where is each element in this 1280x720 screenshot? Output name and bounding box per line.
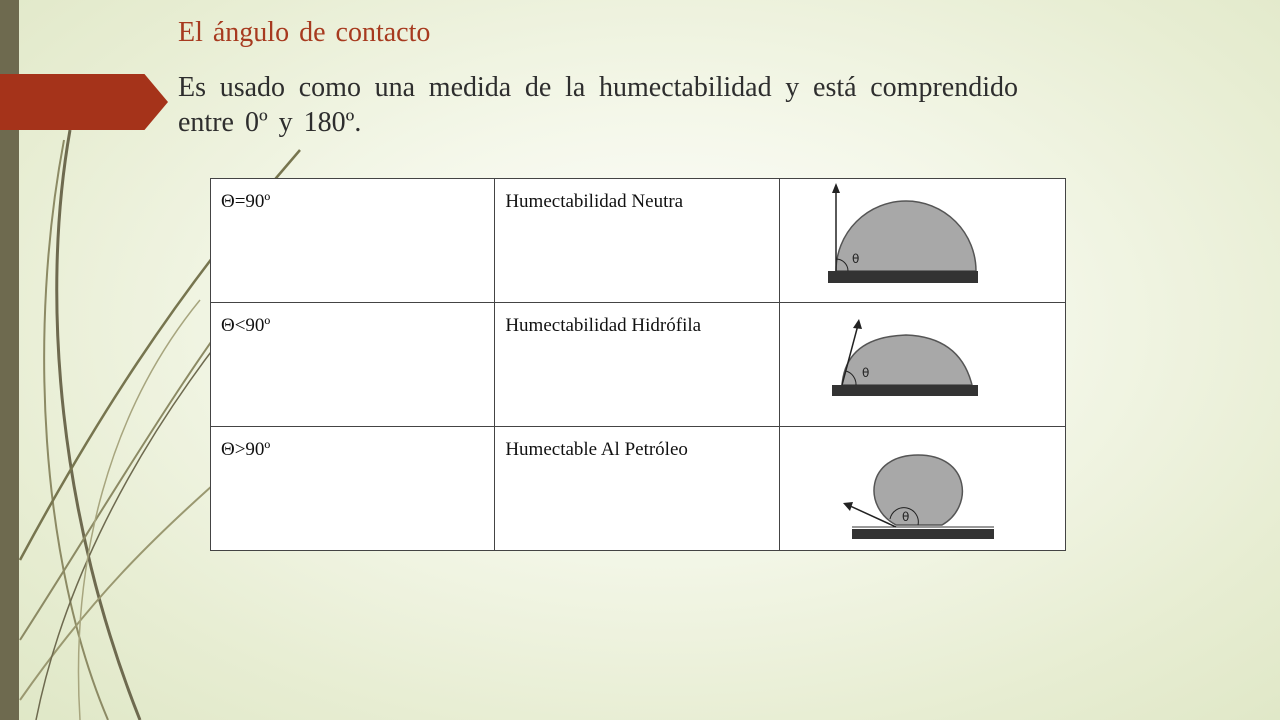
contact-angle-table <box>210 178 1066 551</box>
angle-cell <box>211 179 495 303</box>
diagram-cell <box>779 427 1065 551</box>
angle-cell <box>211 303 495 427</box>
angle-cell <box>211 427 495 551</box>
theta-label: θ <box>861 366 870 380</box>
description-cell <box>495 179 780 303</box>
angle-value: Θ<90º <box>221 315 271 336</box>
diagram-cell <box>779 303 1065 427</box>
oil-wet-droplet-diagram <box>832 447 1000 543</box>
description-cell <box>495 427 780 551</box>
slide-title: El ángulo de contacto <box>178 17 431 48</box>
neutral-droplet-diagram <box>818 179 986 293</box>
table-row <box>211 179 1066 303</box>
wettability-description: Humectable Al Petróleo <box>505 439 688 460</box>
slide-body-text: Es usado como una medida de la humectabilidad y está comprendido entre 0º y 180º. <box>178 72 1018 138</box>
theta-label: θ <box>901 510 910 524</box>
wettability-description: Humectabilidad Hidrófila <box>505 315 702 336</box>
theta-label: θ <box>851 252 860 266</box>
table-row <box>211 427 1066 551</box>
table-row <box>211 303 1066 427</box>
title-arrow-accent <box>0 74 168 130</box>
angle-value: Θ>90º <box>221 439 271 460</box>
angle-value: Θ=90º <box>221 191 271 212</box>
diagram-cell <box>779 179 1065 303</box>
description-cell <box>495 303 780 427</box>
wettability-description: Humectabilidad Neutra <box>505 191 684 212</box>
hydrophilic-droplet-diagram <box>826 313 980 403</box>
